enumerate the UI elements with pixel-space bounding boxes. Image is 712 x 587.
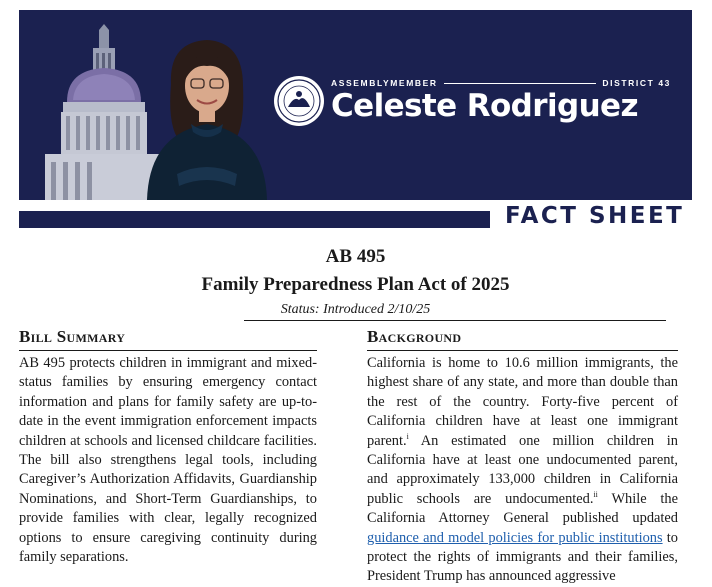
bill-summary-text: AB 495 protects children in immigrant and mixed-status families by ensuring emergency contact information and plans for family safety are up-to-date in the event immigration enforcement impacts children at schools and licensed childcare facilities. The bill also strengthens legal tools, including Caregiver’s Authorization Affidavits, Guardianship Nominations, and Short-Term Guardianships, to provide families with clear, legally recognized options to ensure caregiving continuity during family separations.	[19, 355, 317, 566]
bill-number: AB 495	[325, 246, 386, 267]
member-name-block	[331, 78, 671, 124]
background-section	[367, 326, 678, 587]
background-text	[367, 354, 678, 587]
background-text-part-2: An estimated one million children in California have at least one undocumented parent, and approximately 133,000 children in California public schools are undocumented.	[367, 432, 678, 507]
member-title-line	[331, 78, 671, 88]
state-seal-icon	[272, 74, 326, 128]
background-heading: Background	[367, 326, 678, 351]
member-name: Celeste Rodriguez	[331, 88, 638, 124]
endnote-marker-i: i	[406, 431, 409, 441]
bill-summary-heading: Bill Summary	[19, 326, 317, 351]
assemblymember-label: ASSEMBLYMEMBER	[331, 78, 438, 88]
guidance-link[interactable]: guidance and model policies for public institutions	[367, 529, 663, 546]
endnote-marker-ii: ii	[593, 489, 598, 499]
fact-sheet-bar	[19, 211, 490, 228]
title-divider-rule	[244, 320, 666, 321]
background-text-part-3: While the California Attorney General published updated	[367, 490, 678, 527]
background-text-part-1: California is home to 10.6 million immigrants, the highest share of any state, and more than double than the rest of the country. Forty-five percent of California children have at least one immigrant parent.	[367, 355, 678, 449]
bill-name: Family Preparedness Plan Act of 2025	[201, 274, 510, 295]
fact-sheet-label: FACT SHEET	[505, 203, 685, 229]
bill-title-block	[19, 244, 692, 320]
district-label: DISTRICT 43	[602, 78, 671, 88]
bill-status: Status: Introduced 2/10/25	[280, 302, 431, 317]
member-portrait	[131, 24, 281, 200]
title-divider	[444, 83, 597, 84]
background-text-part-4: to protect the rights of immigrants and their families, President Trump has announced aggressive	[367, 529, 678, 585]
bill-summary-section	[19, 326, 317, 567]
header-banner	[19, 10, 692, 200]
